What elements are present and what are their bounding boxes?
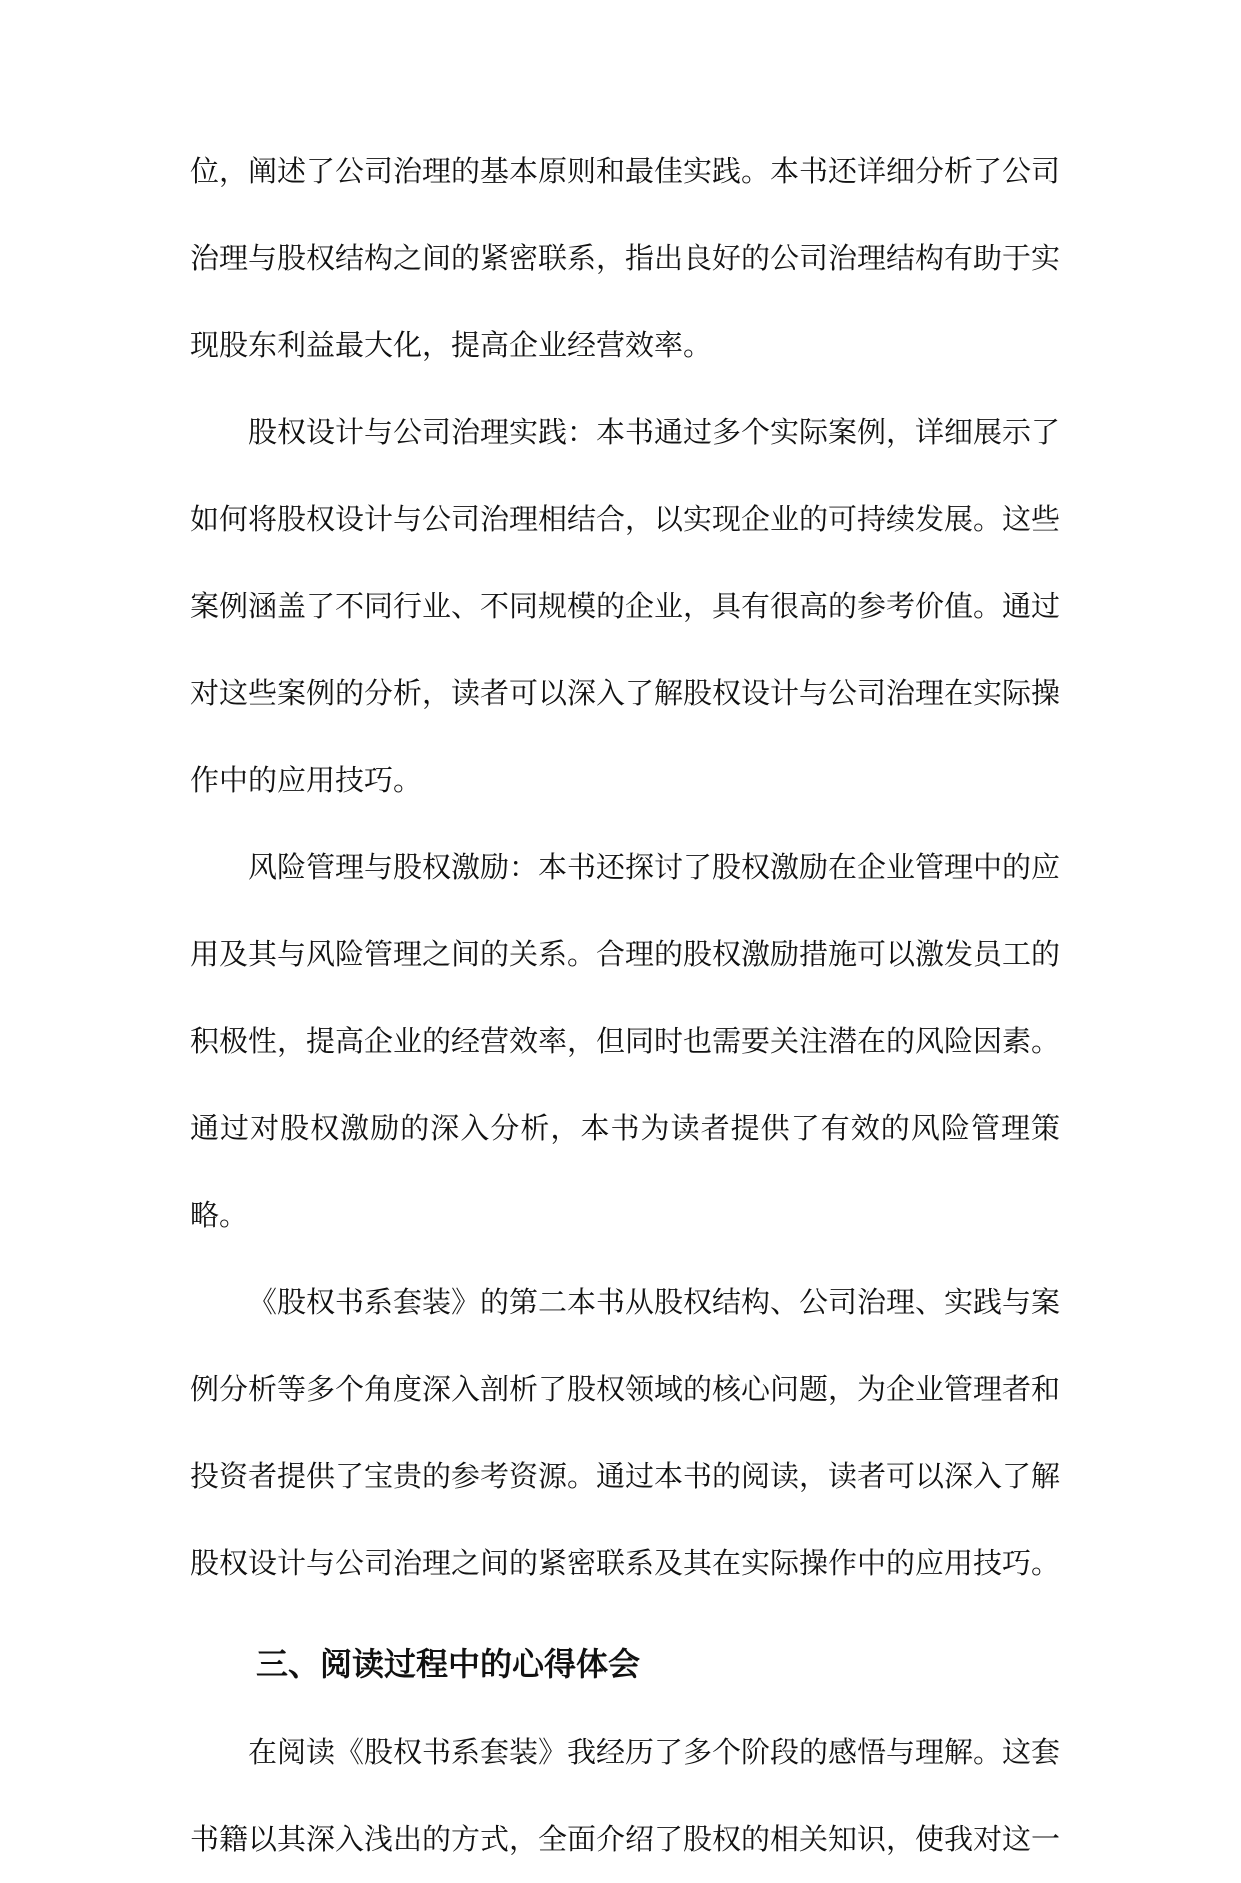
document-body: [190, 146, 1060, 1883]
section-heading: 三、阅读过程中的心得体会: [256, 1645, 641, 1683]
paragraph-equity-governance-practice: 股权设计与公司治理实践：本书通过多个实际案例，详细展示了如何将股权设计与公司治理相结合，以实现企业的可持续发展。这些案例涵盖了不同行业、不同规模的企业，具有很高的参考价值。通过对这些案例的分析，读者可以深入了解股权设计与公司治理在实际操作中的应用技巧。: [190, 415, 1061, 797]
paragraph-reading-reflection: 在阅读《股权书系套装》我经历了多个阶段的感悟与理解。这套书籍以其深入浅出的方式，全面介绍了股权的相关知识，使我对这一: [190, 1735, 1061, 1856]
paragraph-book-summary: 《股权书系套装》的第二本书从股权结构、公司治理、实践与案例分析等多个角度深入剖析了股权领域的核心问题，为企业管理者和投资者提供了宝贵的参考资源。通过本书的阅读，读者可以深入了解股权设计与公司治理之间的紧密联系及其在实际操作中的应用技巧。: [190, 1285, 1061, 1580]
paragraph-continuation: 位，阐述了公司治理的基本原则和最佳实践。本书还详细分析了公司治理与股权结构之间的紧密联系，指出良好的公司治理结构有助于实现股东利益最大化，提高企业经营效率。: [190, 154, 1061, 362]
paragraph-risk-incentive: 风险管理与股权激励：本书还探讨了股权激励在企业管理中的应用及其与风险管理之间的关系。合理的股权激励措施可以激发员工的积极性，提高企业的经营效率，但同时也需要关注潜在的风险因素。通过对股权激励的深入分析，本书为读者提供了有效的风险管理策略。: [190, 850, 1061, 1232]
